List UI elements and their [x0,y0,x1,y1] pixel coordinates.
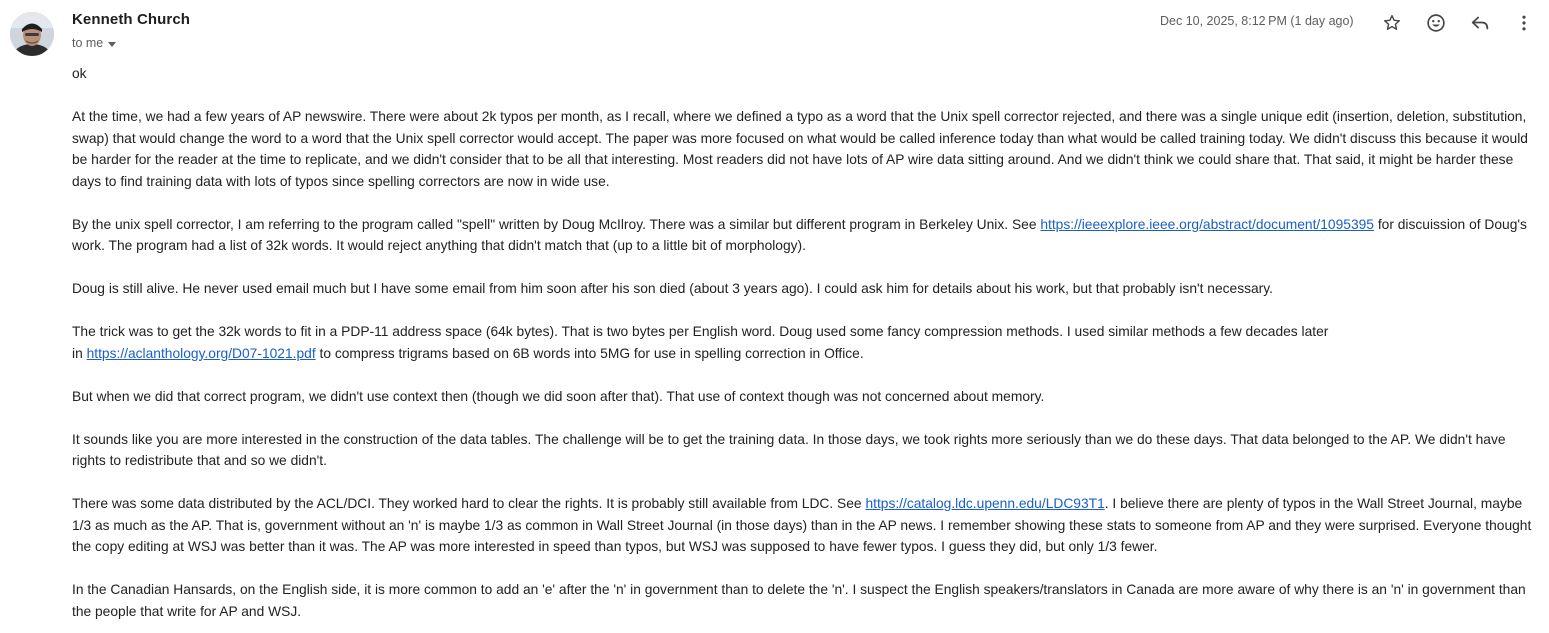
body-paragraph-unix-spell [72,214,1540,257]
link-ldc-catalog[interactable]: https://catalog.ldc.upenn.edu/LDC93T1 [865,496,1105,511]
body-text-span: to compress trigrams based on 6B words into 5MG for use in spelling correction in Office. [315,345,864,361]
body-paragraph-doug: Doug is still alive. He never used email much but I have some email from him soon after his son died (about 3 years ago). I could ask him for details about his work, but that probably isn't necessary. [72,281,1273,296]
body-text-span: The trick was to get the 32k words to fit in a PDP-11 address space (64k bytes). That is two bytes per English word. Doug used some fancy compression methods. I used similar methods a few decades later [72,324,1329,339]
body-text-span: . I believe there are plenty of typos in the Wall Street Journal, maybe 1/3 as much as the AP. That is, government without an 'n' is maybe 1/3 as common in Wall Street Journal (in those days) than in the AP news. I remember showing these stats to someone from AP and they were surprised. Everyone thought the copy editing at WSJ was better than it was. The AP was more interested in speed than typos, but WSJ was supposed to have fewer typos. I guess they did, but only 1/3 fewer. [72,496,1532,554]
body-text-span: By the unix spell corrector, I am referring to the program called "spell" written by Doug McIlroy. There was a similar but different program in Berkeley Unix. See [72,216,1041,232]
body-text-span: for discuission of Doug's work. The program had a list of 32k words. It would reject anything that didn't match that (up to a little bit of morphology). [72,216,1527,253]
recipient-details-toggle[interactable] [72,36,116,50]
avatar[interactable] [10,12,54,56]
reply-icon [1469,12,1491,34]
star-icon [1382,13,1402,33]
sender-name: Kenneth Church [72,11,191,28]
recipient-label: to me [72,36,104,50]
body-paragraph-hansards: In the Canadian Hansards, on the English side, it is more common to add an 'e' after the 'n' in government than to delete the 'n'. I suspect the English speakers/translators in Canada are more aware of why there is an 'n' in government than the people that write for AP and WSJ. [72,582,1526,619]
more-options-button[interactable] [1511,10,1537,36]
avatar-photo [10,12,54,56]
message-date: Dec 10, 2025, 8:12 PM (1 day ago) [1160,14,1354,28]
body-paragraph-context: But when we did that correct program, we didn't use context then (though we did soon after that). That use of context though was not concerned about memory. [72,388,1045,404]
body-paragraph-acl-dci [72,493,1540,558]
message-body [72,63,1540,633]
emoji-icon [1425,12,1447,34]
chevron-down-icon[interactable] [108,42,116,47]
star-button[interactable] [1379,10,1405,36]
body-paragraph-greeting: ok [72,66,87,81]
more-vert-icon [1514,13,1534,33]
link-aclanthology[interactable]: https://aclanthology.org/D07-1021.pdf [86,345,316,361]
body-text-span: There was some data distributed by the ACL/DCI. They worked hard to clear the rights. It is probably still available from LDC. See [72,496,866,511]
body-paragraph-data-tables: It sounds like you are more interested in the construction of the data tables. The challenge will be to get the training data. In those days, we took rights more seriously than we do these days. That data belonged to the AP. We didn't have rights to redistribute that and so we didn't. [72,431,1506,468]
add-reaction-button[interactable] [1423,10,1449,36]
body-text-span: in [72,345,87,361]
body-paragraph-pdp11 [72,321,1540,364]
reply-button[interactable] [1467,10,1493,36]
link-ieeexplore[interactable]: https://ieeexplore.ieee.org/abstract/document/1095395 [1040,216,1374,232]
body-paragraph-ap-newswire: At the time, we had a few years of AP newswire. There were about 2k typos per month, as I recall, where we defined a typo as a word that the Unix spell corrector rejected, and there was a single unique edit (insertion, deletion, substitution, swap) that would change the word to a word that the Unix spell corrector would accept. The paper was more focused on what would be called inference today than what would be called training today. We didn't discuss this because it would be harder for the reader at the time to replicate, and we didn't consider that to be all that interesting. Most readers did not have lots of AP wire data sitting around. And we didn't think we could share that. That said, it might be harder these days to find training data with lots of typos since spelling correctors are now in wide use. [72,109,1528,189]
